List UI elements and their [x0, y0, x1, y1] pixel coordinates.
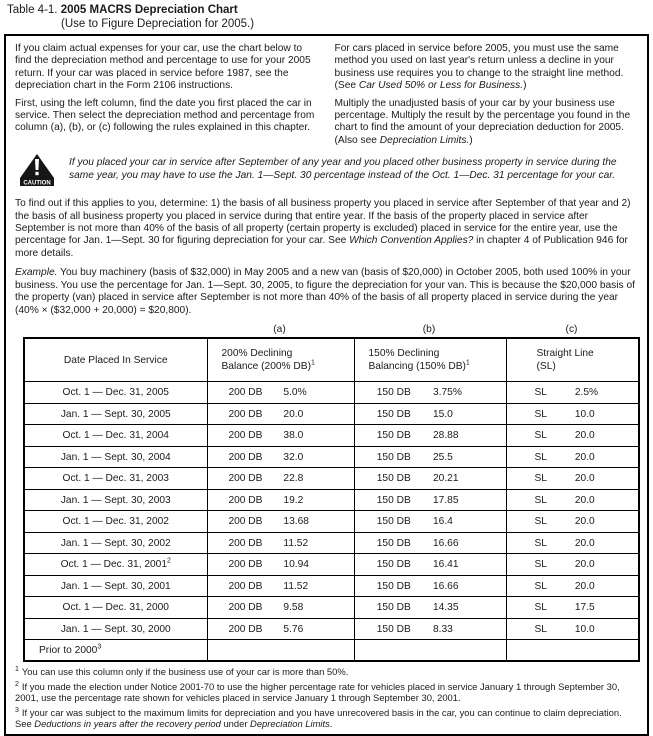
intro-paragraph-2: First, using the left column, find the date you first placed the car in service. Then select the depreciation method and percentage from column (a), (b), or (c) following the rules explained in this chapter. [15, 97, 315, 134]
table-main-title: 2005 MACRS Depreciation Chart [60, 4, 238, 16]
body-paragraph: To find out if this applies to you, determine: 1) the basis of all business property you placed in service after September of that year and 2) the basis of all business property you placed in service during that entire year. If the basis of the property placed in service after September is not more than 40% of the basis of all property (certain property is excluded) placed in service for the entire year, use the percentage for Jan. 1—Sept. 30 for figuring depreciation for your car. See Which Convention Applies? in chapter 4 of Publication 946 for more details. [15, 198, 631, 259]
cell-200db: 200 DB 13.68 [207, 511, 354, 533]
cell-200db: 200 DB 20.0 [207, 403, 354, 425]
cell-sl: SL 2.5% [506, 382, 639, 404]
intro-paragraph-1: If you claim actual expenses for your car, use the chart below to find the depreciation method and percentage to use for your 2005 return. If your car was placed in service before 1987, see the depreciation chart in the Form 2106 instructions. [15, 43, 311, 92]
cell-sl: SL 10.0 [506, 618, 639, 640]
cell-sl: SL 20.0 [506, 554, 639, 576]
table-title-block [0, 4, 653, 30]
cell-200db: 200 DB 38.0 [207, 425, 354, 447]
date-placed-in-service-cell: Jan. 1 — Sept. 30, 2003 [24, 489, 207, 511]
date-placed-in-service-cell: Oct. 1 — Dec. 31, 2002 [24, 511, 207, 533]
footnote-ref-1: 1 [310, 359, 315, 367]
caution-icon [17, 154, 57, 192]
cell-sl: SL 10.0 [506, 403, 639, 425]
date-placed-in-service-cell: Oct. 1 — Dec. 31, 2004 [24, 425, 207, 447]
footnote-ref-1: 1 [465, 359, 470, 367]
date-placed-in-service-cell: Jan. 1 — Sept. 30, 2002 [24, 532, 207, 554]
intro-right-column [335, 43, 639, 152]
header-date-placed-in-service: Date Placed In Service [24, 338, 207, 382]
cell-sl: SL 20.0 [506, 425, 639, 447]
column-letter-spacer [23, 324, 206, 335]
cell-200db: 200 DB 11.52 [207, 532, 354, 554]
cell-150db: 150 DB 16.41 [354, 554, 506, 576]
caution-note [17, 154, 640, 192]
table-row [24, 618, 639, 640]
table-title [0, 4, 653, 16]
cell-200db: 200 DB 5.76 [207, 618, 354, 640]
footnotes-block [15, 666, 640, 729]
cell-200db: 200 DB 22.8 [207, 468, 354, 490]
caution-text: If you placed your car in service after September of any year and you placed other business property in service during the same year, you may have to use the Jan. 1—Sept. 30 percentage instead of the Oct. 1—Dec. 31 percentage for your car. [69, 157, 617, 181]
cell-200db: 200 DB 9.58 [207, 597, 354, 619]
cell-200db: 200 DB 11.52 [207, 575, 354, 597]
table-row [24, 511, 639, 533]
intro-columns [13, 43, 640, 152]
cell-sl: SL 20.0 [506, 532, 639, 554]
table-row [24, 597, 639, 619]
example-paragraph: Example. You buy machinery (basis of $32,000) in May 2005 and a new van (basis of $20,000) in October 2005, both used 100% in your business. You use the percentage for Jan. 1—Sept. 30, 2005, to figure the depreciation for your van. This is because the $20,000 basis of the property (van) placed in service after September is not more than 40% of the basis of all property placed in service during the year (40% × ($32,000 + 20,000) = $20,800). [15, 267, 635, 316]
date-placed-in-service-cell: Oct. 1 — Dec. 31, 2001$^2$ [24, 554, 207, 576]
cell-150db [354, 640, 506, 662]
footnote-2: $^2$ If you made the election under Notice 2001-70 to use the higher percentage rate for vehicles placed in service January 1 through September 30, 2001, use the percentage rate shown for vehicles placed in service January 1 through September 30, 2001. [15, 680, 620, 704]
date-placed-in-service-cell: Oct. 1 — Dec. 31, 2003 [24, 468, 207, 490]
cell-150db: 150 DB 14.35 [354, 597, 506, 619]
table-subtitle: (Use to Figure Depreciation for 2005.) [61, 18, 255, 30]
cell-200db: 200 DB 5.0% [207, 382, 354, 404]
cell-150db: 150 DB 20.21 [354, 468, 506, 490]
table-row [24, 640, 639, 662]
footnote-1: $^1$ You can use this column only if the business use of your car is more than 50%. [15, 666, 349, 678]
cell-200db: 200 DB 19.2 [207, 489, 354, 511]
cell-150db: 150 DB 16.4 [354, 511, 506, 533]
footnote-ref-3: 3 [97, 643, 102, 651]
header-200-declining-balance: 200% Declining Balance (200% DB)$^1$ [207, 338, 354, 382]
date-placed-in-service-cell: Jan. 1 — Sept. 30, 2000 [24, 618, 207, 640]
cell-200db [207, 640, 354, 662]
cell-200db: 200 DB 32.0 [207, 446, 354, 468]
table-body [24, 382, 639, 662]
cell-sl: SL 20.0 [506, 511, 639, 533]
chart-border-box [4, 34, 649, 736]
cell-150db: 150 DB 17.85 [354, 489, 506, 511]
column-letter-row [23, 324, 640, 335]
intro-left-column [15, 43, 319, 152]
cell-sl: SL 20.0 [506, 446, 639, 468]
cell-sl [506, 640, 639, 662]
header-straight-line: Straight Line (SL) [506, 338, 639, 382]
date-placed-in-service-cell: Oct. 1 — Dec. 31, 2005 [24, 382, 207, 404]
table-row [24, 489, 639, 511]
footnote-ref-2: 2 [167, 557, 171, 565]
footnote-3: $^3$ If your car was subject to the maximum limits for depreciation and you have unrecovered basis in the car, you can continue to claim depreciation. See Deductions in years after the recovery period under Depreciation Limits. [15, 706, 622, 730]
intro-paragraph-4: Multiply the unadjusted basis of your car by your business use percentage. Multiply the result by the percentage you found in the chart to find the amount of your depreciation deduction for 2005. (Also see Depreciation Limits.) [334, 97, 631, 146]
cell-200db: 200 DB 10.94 [207, 554, 354, 576]
table-row [24, 403, 639, 425]
cell-150db: 150 DB 8.33 [354, 618, 506, 640]
table-row [24, 575, 639, 597]
table-row [24, 425, 639, 447]
cell-sl: SL 20.0 [506, 489, 639, 511]
date-placed-in-service-cell: Jan. 1 — Sept. 30, 2004 [24, 446, 207, 468]
table-row [24, 532, 639, 554]
cell-150db: 150 DB 15.0 [354, 403, 506, 425]
table-number: Table 4-1. [7, 4, 58, 16]
intro-paragraph-3: For cars placed in service before 2005, you must use the same method you used on last year's return unless a decline in your business use requires you to change to the straight line method. (See Car Used 50% or Less for Business.) [334, 43, 624, 92]
date-placed-in-service-cell: Jan. 1 — Sept. 30, 2005 [24, 403, 207, 425]
table-row [24, 468, 639, 490]
column-letter-a: (a) [273, 323, 286, 335]
depreciation-table [23, 337, 640, 663]
date-placed-in-service-cell: Prior to 2000$^3$ [24, 640, 207, 662]
cell-150db: 150 DB 3.75% [354, 382, 506, 404]
cell-sl: SL 20.0 [506, 575, 639, 597]
column-letter-b: (b) [422, 323, 436, 335]
table-row [24, 554, 639, 576]
table-row [24, 446, 639, 468]
cell-150db: 150 DB 25.5 [354, 446, 506, 468]
table-header [24, 338, 639, 382]
cell-150db: 150 DB 16.66 [354, 575, 506, 597]
cell-sl: SL 17.5 [506, 597, 639, 619]
date-placed-in-service-cell: Oct. 1 — Dec. 31, 2000 [24, 597, 207, 619]
cell-150db: 150 DB 16.66 [354, 532, 506, 554]
table-row [24, 382, 639, 404]
header-row [24, 338, 639, 382]
date-placed-in-service-cell: Jan. 1 — Sept. 30, 2001 [24, 575, 207, 597]
column-letter-c: (c) [565, 323, 578, 335]
cell-sl: SL 20.0 [506, 468, 639, 490]
cell-150db: 150 DB 28.88 [354, 425, 506, 447]
svg-text:CAUTION: CAUTION [23, 180, 51, 187]
header-150-declining-balance: 150% Declining Balancing (150% DB)$^1$ [354, 338, 506, 382]
